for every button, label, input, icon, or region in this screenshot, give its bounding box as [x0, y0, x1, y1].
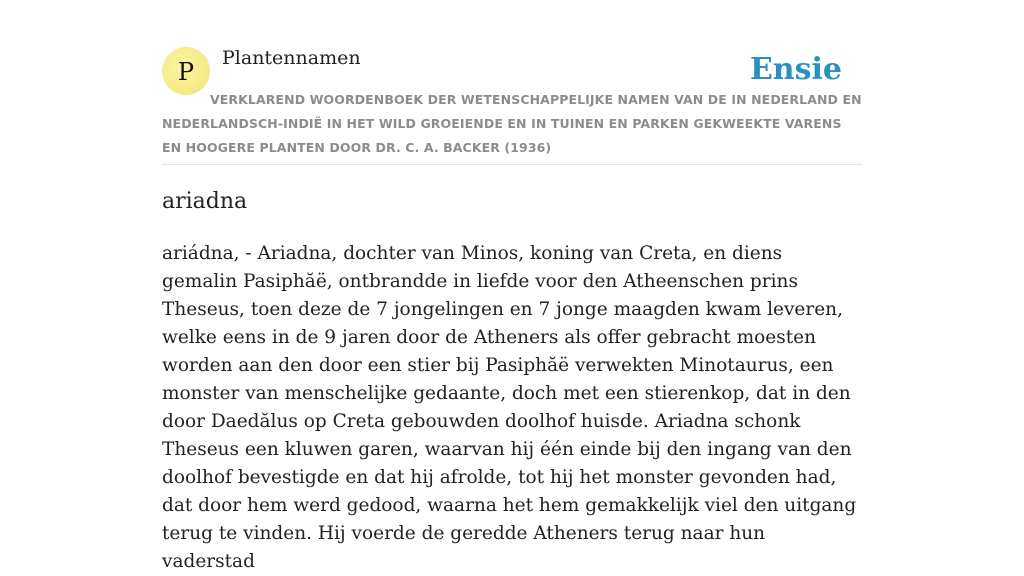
content-container: [162, 0, 862, 572]
dictionary-name-link[interactable]: Plantennamen: [222, 47, 361, 69]
entry-term: ariadna: [162, 189, 248, 214]
ensie-brand-logo[interactable]: Ensie: [749, 52, 842, 87]
header: [162, 0, 862, 165]
dictionary-subtitle: VERKLAREND WOORDENBOEK DER WETENSCHAPPELIJKE NAMEN VAN DE IN NEDERLAND EN NEDERLANDSCH-INDIË IN HET WILD GROEIENDE EN IN TUINEN EN PARKEN GEKWEEKTE VARENS EN HOOGERE PLANTEN DOOR DR. C. A. BACKER (1936): [162, 92, 862, 155]
logo-letter: P: [177, 57, 195, 86]
entry-definition: ariádna, - Ariadna, dochter van Minos, koning van Creta, en diens gemalin Pasiphăë, ontbrandde in liefde voor den Atheenschen prins Theseus, toen deze de 7 jongelingen en 7 jonge maagden kwam leveren, welke eens in de 9 jaren door de Atheners als offer gebracht moesten worden aan den door een stier bij Pasiphăë verwekten Minotaurus, een monster van menschelijke gedaante, doch met een stierenkop, dat in den door Daedălus op Creta gebouwden doolhof huisde. Ariadna schonk Theseus een kluwen garen, waarvan hij één einde bij den ingang van den doolhof bevestigde en dat hij afrolde, tot hij het monster gevonden had, dat door hem werd gedood, waarna het hem gemakkelijk viel den uitgang terug te vinden. Hij voerde de geredde Atheners terug naar hun vaderstad: [162, 243, 857, 572]
